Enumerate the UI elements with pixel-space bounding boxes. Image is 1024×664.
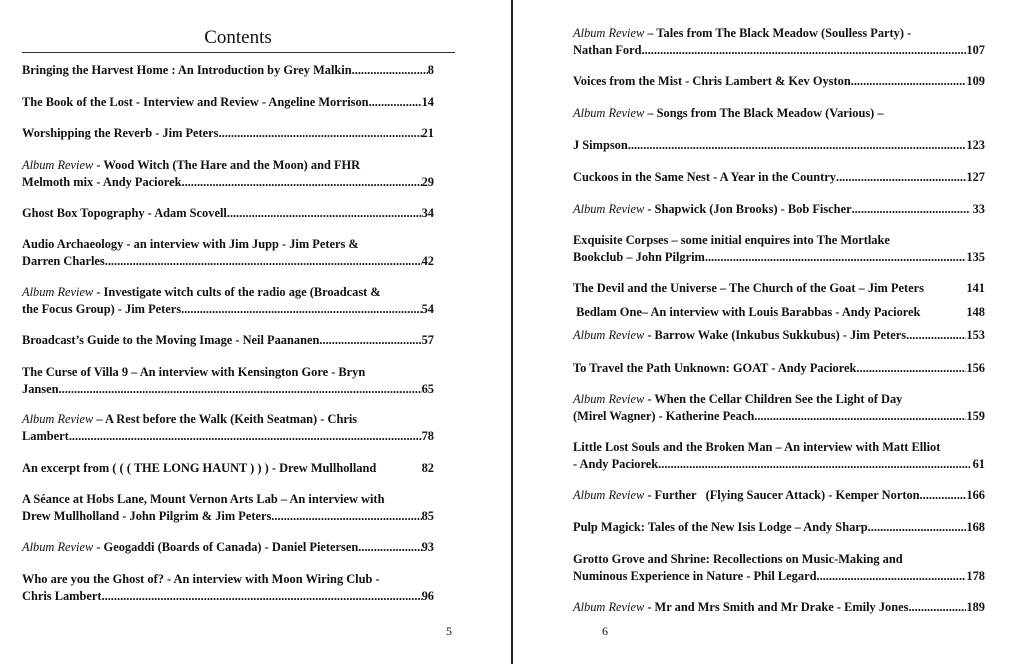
toc-entry	[573, 201, 985, 218]
toc-entry	[22, 539, 434, 556]
album-review-label: Album Review	[22, 285, 94, 299]
entry-page: 127	[966, 170, 985, 184]
leader-dots	[369, 94, 422, 111]
entry-page: 107	[966, 43, 985, 57]
leader-dots	[105, 253, 422, 270]
album-review-label: Album Review	[22, 412, 94, 426]
entry-page: 33	[969, 202, 985, 216]
album-review-label: Album Review	[573, 600, 645, 614]
album-review-label: Album Review	[573, 26, 645, 40]
album-review-label: Album Review	[573, 106, 645, 120]
leader-dots	[705, 249, 967, 266]
entry-title: - Further (Flying Saucer Attack) - Kemper Norton	[644, 488, 920, 502]
toc-entry	[22, 236, 434, 270]
entry-title: A Séance at Hobs Lane, Mount Vernon Arts Lab – An interview with	[22, 492, 385, 506]
leader-dots	[358, 539, 421, 556]
entry-title: Who are you the Ghost of? - An interview with Moon Wiring Club -	[22, 572, 380, 586]
leader-dots	[181, 301, 422, 318]
leader-dots	[219, 125, 422, 142]
toc-entry	[573, 519, 985, 536]
entry-title-cont: Nathan Ford	[573, 43, 642, 57]
entry-page: 78	[421, 429, 434, 443]
toc-entry	[573, 232, 985, 266]
entry-title-cont: (Mirel Wagner) - Katherine Peach	[573, 409, 755, 423]
entry-page: 14	[421, 95, 434, 109]
toc-entry	[573, 360, 985, 377]
toc-entry	[573, 599, 985, 616]
toc-entry	[573, 137, 985, 154]
entry-page: 168	[966, 520, 985, 534]
leader-dots	[642, 42, 967, 59]
entry-title-cont: Melmoth mix - Andy Paciorek	[22, 175, 182, 189]
toc-entry	[22, 411, 434, 445]
leader-dots	[658, 456, 969, 473]
leader-dots	[69, 428, 422, 445]
leader-dots	[271, 508, 421, 525]
entry-title-cont: Lambert	[22, 429, 69, 443]
entry-page: 82	[421, 461, 434, 475]
toc-entry	[573, 25, 985, 59]
toc-entry	[573, 105, 985, 122]
entry-page: 42	[421, 254, 434, 268]
entry-title-cont: - Andy Paciorek	[573, 457, 659, 471]
entry-page: 166	[966, 488, 985, 502]
leader-dots	[352, 62, 428, 79]
leader-dots	[868, 519, 967, 536]
page-number: 5	[446, 624, 452, 638]
leader-dots	[906, 327, 966, 344]
entry-page: 159	[966, 409, 985, 423]
entry-title: Pulp Magick: Tales of the New Isis Lodge – Andy Sharp	[573, 520, 868, 534]
entry-page: 148	[966, 305, 985, 319]
album-review-label: Album Review	[573, 392, 645, 406]
toc-entry	[22, 157, 434, 191]
entry-page: 65	[421, 382, 434, 396]
entry-page: 178	[966, 569, 985, 583]
entry-title: - Barrow Wake (Inkubus Sukkubus) - Jim Peters	[644, 328, 907, 342]
entry-title: Broadcast’s Guide to the Moving Image - Neil Paananen	[22, 333, 320, 347]
leader-dots	[920, 487, 967, 504]
entry-title: – A Rest before the Walk (Keith Seatman) - Chris	[93, 412, 358, 426]
toc-entry	[22, 571, 434, 605]
entry-title: Grotto Grove and Shrine: Recollections on Music-Making and	[573, 552, 903, 566]
entry-title-cont: the Focus Group) - Jim Peters	[22, 302, 182, 316]
entry-title: Ghost Box Topography - Adam Scovell	[22, 206, 227, 220]
entry-title: Cuckoos in the Same Nest - A Year in the Country	[573, 170, 836, 184]
entry-title: The Book of the Lost - Interview and Review - Angeline Morrison	[22, 95, 369, 109]
toc-entry	[22, 332, 434, 349]
toc-entry	[22, 284, 434, 318]
entry-title-cont: Darren Charles	[22, 254, 105, 268]
entry-title: An excerpt from ( ( ( THE LONG HAUNT ) ) ) - Drew Mullholland	[22, 461, 377, 475]
leader-dots	[181, 174, 421, 191]
toc-entry	[22, 94, 434, 111]
entry-page: 141	[966, 281, 985, 295]
entry-title: – Songs from The Black Meadow (Various) –	[644, 106, 884, 120]
leader-dots	[227, 205, 422, 222]
entry-page: 96	[421, 589, 434, 603]
entry-title: To Travel the Path Unknown: GOAT - Andy Paciorek	[573, 361, 857, 375]
toc-entry	[573, 304, 985, 321]
entry-title-cont: Jansen	[22, 382, 59, 396]
album-review-label: Album Review	[573, 488, 645, 502]
page-number: 6	[602, 624, 608, 638]
entry-title: - Mr and Mrs Smith and Mr Drake - Emily Jones	[644, 600, 909, 614]
entry-title: - Investigate witch cults of the radio age (Broadcast &	[93, 285, 381, 299]
toc-entry	[22, 205, 434, 222]
album-review-label: Album Review	[573, 328, 645, 342]
entry-title: - Geogaddi (Boards of Canada) - Daniel Pietersen	[93, 540, 359, 554]
entry-page: 8	[427, 63, 434, 77]
toc-entry	[22, 364, 434, 398]
entry-title: Worshipping the Reverb - Jim Peters	[22, 126, 219, 140]
entry-title: - Shapwick (Jon Brooks) - Bob Fischer	[644, 202, 852, 216]
leader-dots	[852, 201, 970, 218]
entry-title-cont: Numinous Experience in Nature - Phil Legard	[573, 569, 817, 583]
entry-title: - When the Cellar Children See the Light of Day	[644, 392, 903, 406]
entry-page: 57	[421, 333, 434, 347]
entry-page: 135	[966, 250, 985, 264]
entry-title: The Devil and the Universe – The Church of the Goat – Jim Peters	[573, 281, 924, 295]
entry-title-cont: Bookclub – John Pilgrim	[573, 250, 705, 264]
entry-title: Audio Archaeology - an interview with Jim Jupp - Jim Peters &	[22, 237, 359, 251]
leader-dots	[754, 408, 966, 425]
toc-entry	[22, 491, 434, 525]
entry-title: Bedlam One– An interview with Louis Barabbas - Andy Paciorek	[573, 305, 921, 319]
entry-title: - Wood Witch (The Hare and the Moon) and FHR	[93, 158, 361, 172]
toc-entry	[22, 62, 434, 79]
right-page	[514, 0, 1024, 664]
leader-dots	[628, 137, 967, 154]
leader-dots	[851, 73, 967, 90]
entry-page: 85	[421, 509, 434, 523]
toc-entry	[573, 487, 985, 504]
entry-title: J Simpson	[573, 138, 628, 152]
toc-entry	[573, 391, 985, 425]
entry-page: 93	[421, 540, 434, 554]
entry-title: Exquisite Corpses – some initial enquires into The Mortlake	[573, 233, 890, 247]
album-review-label: Album Review	[573, 202, 645, 216]
leader-dots	[59, 381, 422, 398]
title-rule	[22, 52, 455, 53]
entry-page: 34	[421, 206, 434, 220]
entry-title: – Tales from The Black Meadow (Soulless Party) -	[644, 26, 912, 40]
entry-page: 29	[421, 175, 434, 189]
entry-page: 156	[966, 361, 985, 375]
entry-page: 61	[969, 457, 985, 471]
album-review-label: Album Review	[22, 540, 94, 554]
entry-title: The Curse of Villa 9 – An interview with Kensington Gore - Bryn	[22, 365, 366, 379]
toc-entry	[22, 125, 434, 142]
entry-title: Bringing the Harvest Home : An Introduction by Grey Malkin	[22, 63, 352, 77]
toc-entry	[573, 327, 985, 344]
album-review-label: Album Review	[22, 158, 94, 172]
entry-title: Voices from the Mist - Chris Lambert & Kev Oyston	[573, 74, 851, 88]
leader-dots	[319, 332, 421, 349]
leader-dots	[102, 588, 422, 605]
toc-entry	[573, 73, 985, 90]
page-divider	[511, 0, 513, 664]
entry-page: 21	[421, 126, 434, 140]
toc-entry	[573, 551, 985, 585]
contents-title: Contents	[204, 27, 272, 48]
entry-page: 123	[966, 138, 985, 152]
entry-page: 153	[966, 328, 985, 342]
toc-entry	[573, 169, 985, 186]
entry-page: 54	[421, 302, 434, 316]
leader-dots	[836, 169, 966, 186]
entry-page: 109	[966, 74, 985, 88]
entry-page: 189	[966, 600, 985, 614]
entry-title-cont: Drew Mullholland - John Pilgrim & Jim Peters	[22, 509, 272, 523]
toc-entry	[573, 280, 985, 297]
toc-entry	[573, 439, 985, 473]
toc-entry	[22, 460, 434, 477]
leader-dots	[816, 568, 966, 585]
leader-dots	[908, 599, 966, 616]
entry-title-cont: Chris Lambert	[22, 589, 102, 603]
entry-title: Little Lost Souls and the Broken Man – An interview with Matt Elliot	[573, 440, 941, 454]
leader-dots	[856, 360, 966, 377]
